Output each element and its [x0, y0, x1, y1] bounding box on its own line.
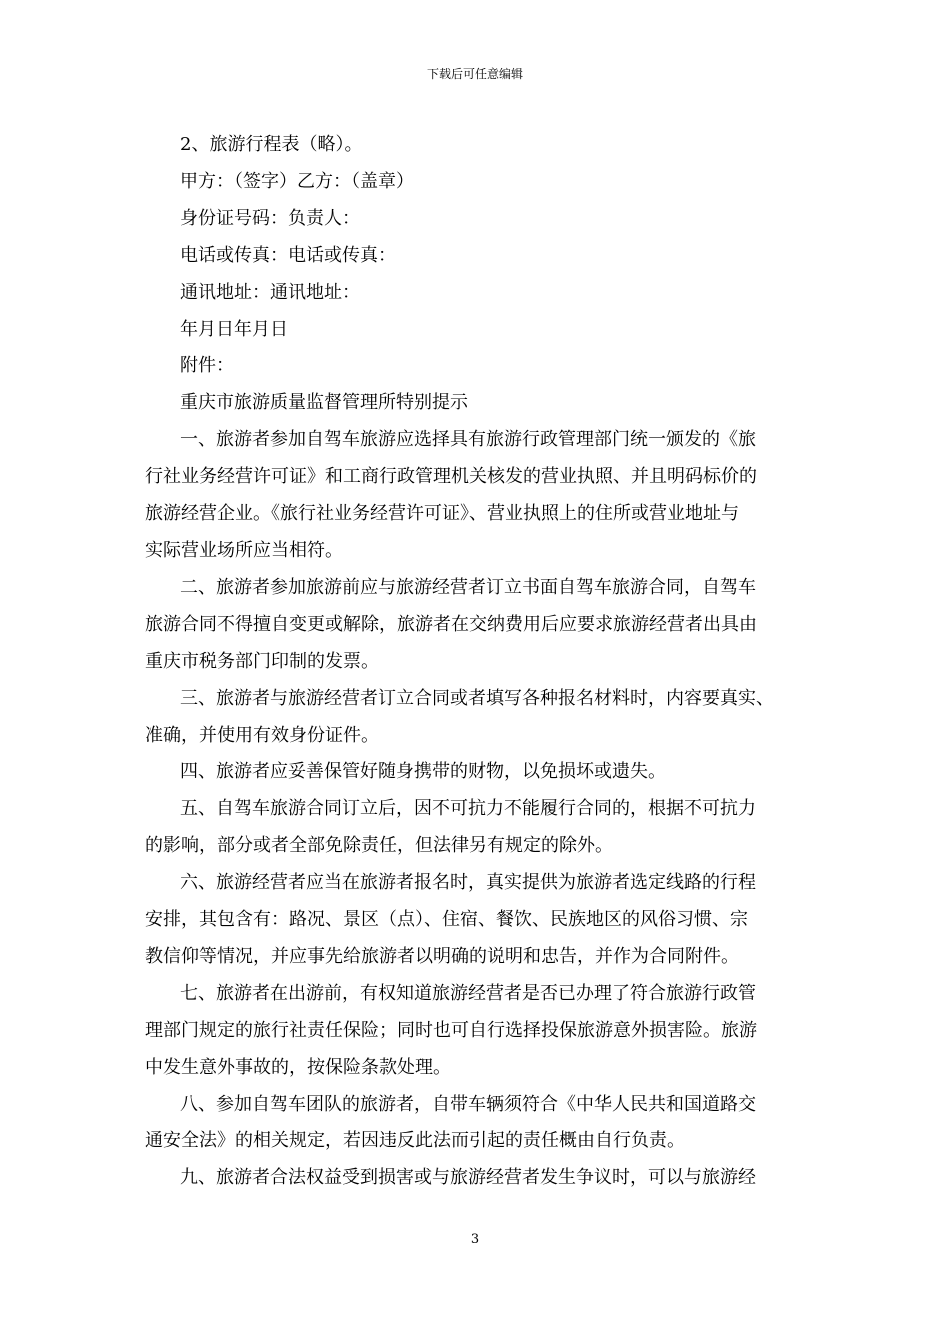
text-line: 一、旅游者参加自驾车旅游应选择具有旅游行政管理部门统一颁发的《旅	[180, 429, 756, 451]
text-line: 四、旅游者应妥善保管好随身携带的财物，以免损坏或遗失。	[180, 761, 666, 783]
text-line: 的影响，部分或者全部免除责任，但法律另有规定的除外。	[145, 835, 613, 857]
text-line: 七、旅游者在出游前，有权知道旅游经营者是否已办理了符合旅游行政管	[180, 982, 756, 1004]
text-line: 通安全法》的相关规定，若因违反此法而引起的责任概由自行负责。	[145, 1130, 685, 1152]
text-line: 2、旅游行程表（略）。	[180, 134, 363, 155]
text-line: 中发生意外事故的，按保险条款处理。	[145, 1056, 451, 1078]
text-line: 六、旅游经营者应当在旅游者报名时，真实提供为旅游者选定线路的行程	[180, 872, 756, 894]
text-line: 九、旅游者合法权益受到损害或与旅游经营者发生争议时，可以与旅游经	[180, 1167, 756, 1189]
text-line: 安排，其包含有：路况、景区（点）、住宿、餐饮、民族地区的风俗习惯、宗	[145, 909, 748, 931]
text-line: 八、参加自驾车团队的旅游者，自带车辆须符合《中华人民共和国道路交	[180, 1093, 756, 1115]
text-line: 身份证号码：负责人：	[180, 207, 360, 229]
text-line: 电话或传真：电话或传真：	[180, 244, 396, 266]
text-line: 理部门规定的旅行社责任保险；同时也可自行选择投保旅游意外损害险。旅游	[145, 1019, 757, 1041]
text-line: 二、旅游者参加旅游前应与旅游经营者订立书面自驾车旅游合同，自驾车	[180, 576, 756, 598]
text-line: 行社业务经营许可证》和工商行政管理机关核发的营业执照、并且明码标价的	[145, 466, 757, 488]
text-line: 通讯地址：通讯地址：	[180, 281, 360, 303]
page-header: 下载后可任意编辑	[426, 67, 523, 81]
document-body	[145, 127, 815, 1197]
text-line: 旅游经营企业。《旅行社业务经营许可证》、营业执照上的住所或营业地址与	[145, 503, 739, 525]
text-line: 准确，并使用有效身份证件。	[145, 724, 379, 746]
text-line: 重庆市旅游质量监督管理所特别提示	[180, 392, 468, 414]
page-number: 3	[470, 1232, 480, 1247]
text-line: 重庆市税务部门印制的发票。	[145, 650, 379, 672]
text-line: 教信仰等情况，并应事先给旅游者以明确的说明和忠告，并作为合同附件。	[145, 945, 739, 967]
text-line: 实际营业场所应当相符。	[145, 539, 343, 561]
text-line: 五、自驾车旅游合同订立后，因不可抗力不能履行合同的，根据不可抗力	[180, 798, 756, 820]
text-line: 甲方：（签字）乙方：（盖章）	[180, 170, 414, 192]
text-line: 附件：	[180, 355, 234, 377]
text-line: 年月日年月日	[180, 318, 288, 340]
text-line: 三、旅游者与旅游经营者订立合同或者填写各种报名材料时，内容要真实、	[180, 687, 774, 709]
text-line: 旅游合同不得擅自变更或解除，旅游者在交纳费用后应要求旅游经营者出具由	[145, 613, 757, 635]
